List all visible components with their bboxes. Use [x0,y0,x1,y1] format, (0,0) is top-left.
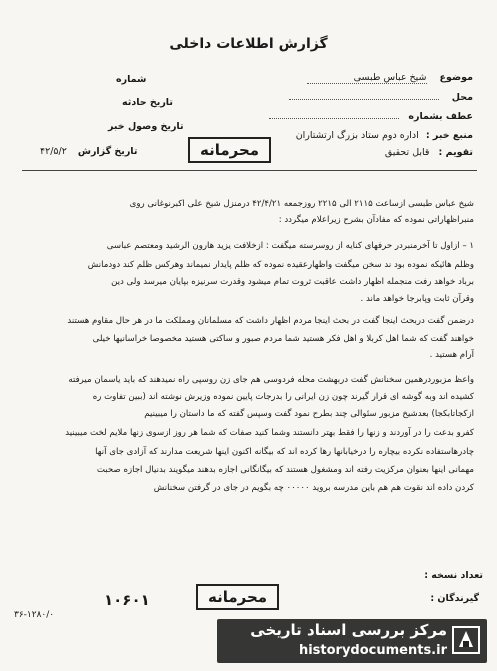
body-line: وقرآن ثابت وپابرجا خواهد ماند . [360,294,474,304]
receipt-date-row [108,121,184,132]
body-line: منبراظهاراتی نموده که مفادآن بشرح زیراعلام میگردد : [278,215,474,225]
report-date-label: تاریخ گزارش [77,146,138,157]
watermark-url: historydocuments.ir [298,643,447,658]
place-label: محل [451,92,473,103]
reference-value [269,118,399,119]
subject-label: موضوع [439,72,473,83]
recipients-label: گیرندگان : [430,593,479,604]
body-line: آرام هستید . [429,350,474,360]
body-line: برباد خواهد رفت منجمله اظهار داشت عاقبت ثروت تمام میشود وقدرت سرنیزه بپایان میرسد ولی دین [111,277,474,287]
body-line: خواهند گفت که شما اهل کربلا و اهل فکر هستید شما مردم صبور و ساکتی هستید مخصوصا خراسانیها خیلی [92,334,474,344]
document-title: گزارش اطلاعات داخلی [169,36,328,52]
receipt-date-label: تاریخ وصول خبر [108,121,184,132]
evaluation-label: تقویم : [438,147,473,158]
reference-code: ۳۶-۱۲۸۰/۰ [14,610,55,620]
body-line: ازکجاتابکجا) بعدشیخ مزبور سئوالی چند بطرح نمود گفت وسپس گفته که ما داستان را میبینیم [144,409,474,419]
body-line: مهمانی اینها بعنوان مرکزیت رفته اند ومشغول هستند که بیگانگانی اجازه بدهند میگویند بدنیال اجازه صحبت [96,465,474,475]
archive-watermark [217,619,487,663]
number-row [116,74,146,85]
subject-row [307,72,474,84]
evaluation-row [385,147,473,158]
reference-row [269,111,473,122]
subject-value: شیخ عباس طبسی [307,72,427,84]
evaluation-value: قابل تحقیق [384,147,430,158]
body-line: کشیده اند وبه گوشه ای قرار گیرند چون زن ایرانی را بدرجات پایین نموده وزیرش نوشته اند (ببین تفاوت ره [92,392,474,402]
copies-label: تعداد نسخه : [424,570,483,581]
event-date-label: تاریخ حادثه [122,97,173,108]
body-line: ۱ – ازاول تا آخرمنبردر حرفهای کنایه از روسرسته میگفت : ازخلافت یزید هارون الرشید ومعتصم عباسی [106,241,474,251]
header-divider [22,170,477,171]
body-line: وظلم هائیکه نموده بود ند سخن میگفت واظهارعقیده نموده که ظلم پایدار نمیماند وهرکس ظلم کند دودمانش [87,260,474,270]
document-number: ۱۰۶۰۱ [104,591,150,609]
body-line: درضمن گفت دربحث اینجا گفت در بحث اینجا مردم اظهار داشت که مسلمانان ومملکت ما در هر حال مقاوم هستند [67,316,474,326]
report-date-row [40,146,137,157]
place-value [289,99,439,100]
source-row [296,130,473,141]
archive-logo-icon [451,625,481,655]
reference-label: عطف بشماره [408,111,473,122]
body-line: شیخ عباس طبسی ازساعت ۲۱۱۵ الی ۲۲۱۵ روزجمعه ۴۲/۴/۲۱ درمنزل شیخ علی اکبرنوغانی روی [129,199,474,209]
source-label: منبع خبر : [425,130,473,141]
body-line: چادرهاستفاده نکرده بیچاره را درخیابانها رها کرده اند که بیگانه اکنون اینها شریعت مدارند که آزادی جای آنها [95,447,474,457]
report-date-value: ۴۲/۵/۲ [40,146,67,157]
body-line: واعظ مزبوردرهمین سخنانش گفت دربهشت محله فردوسی هم جای زن روسپی راه نمیدهند که باید یاسمان میرفته [68,375,474,385]
body-line: کفرو بدعت را در آوردند و زنها را فقط بهتر دانستند وشما کنید صفات که شما هر روز ازسوی زنها ملایم لخت میبینید [65,428,474,438]
body-line: کردن داده اند نقوت هم هم باین مدرسه بروید ۰۰۰۰۰ چه بگویم در جای در گرفتن سخنانش [153,483,474,493]
number-label: شماره [116,74,147,85]
confidential-stamp-bottom: محرمانه [196,584,279,610]
event-date-row [122,97,173,108]
source-value: اداره دوم ستاد بزرگ ارتشتاران [295,130,419,141]
place-row [289,92,473,103]
confidential-stamp-top: محرمانه [188,137,271,163]
watermark-persian-text: مرکز بررسی اسناد تاریخی [250,621,447,639]
